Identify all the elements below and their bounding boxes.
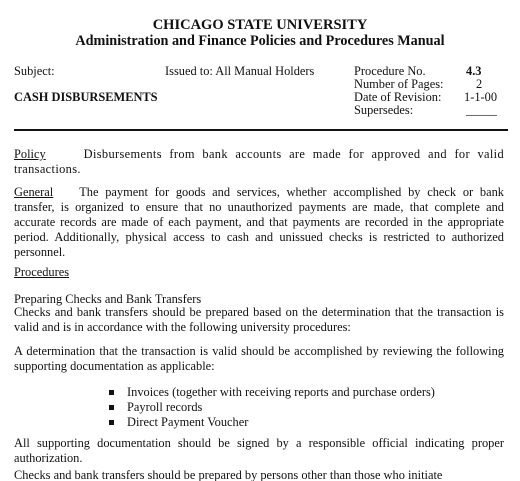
general-text: The payment for goods and services, whether accomplished by check or bank transfer, is organized to ensure that no unauthorized payments are made, that complete and accurate records are made of each payment, and that payments are recorded in the appropriate period. Additionally, physical access to cash and unissued checks is restricted to authorized personnel. — [14, 185, 504, 259]
manual-title: Administration and Finance Policies and Procedures Manual — [75, 33, 445, 49]
list-item-text: Direct Payment Voucher — [127, 415, 249, 429]
policy-heading: Policy — [14, 147, 46, 161]
procedures-heading-block — [14, 265, 504, 280]
header-divider — [14, 129, 508, 131]
bullet-icon — [109, 390, 114, 395]
procedures-paragraph-3: All supporting documentation should be signed by a responsible official indicating proper authorization. — [14, 436, 504, 465]
procedure-no-value: 4.3 — [466, 64, 482, 78]
truncated-paragraph — [14, 470, 494, 481]
bullet-icon — [109, 405, 114, 410]
issued-to: Issued to: All Manual Holders — [165, 64, 315, 78]
preparing-subheading: Preparing Checks and Bank Transfers — [14, 292, 202, 306]
revision-value: 1-1-00 — [464, 90, 498, 104]
revision-label: Date of Revision: — [354, 90, 442, 104]
subject-label: Subject: — [14, 64, 55, 78]
general-section — [14, 185, 504, 260]
policy-section — [14, 147, 504, 177]
pages-label: Number of Pages: — [354, 77, 444, 91]
procedures-heading: Procedures — [14, 265, 70, 279]
list-item-text: Payroll records — [127, 400, 203, 414]
supersedes-label: Supersedes: — [354, 103, 414, 117]
procedures-paragraph-1: Checks and bank transfers should be prepared based on the determination that the transaction is valid and is in accordance with the following university procedures: — [14, 305, 504, 334]
university-title: CHICAGO STATE UNIVERSITY — [152, 17, 368, 33]
bullet-icon — [109, 420, 114, 425]
subject-value: CASH DISBURSEMENTS — [14, 90, 158, 104]
policy-text: Disbursements from bank accounts are made for approved and for valid transactions. — [14, 147, 504, 176]
list-item-text: Invoices (together with receiving reports and purchase orders) — [127, 385, 435, 399]
supersedes-value: _____ — [466, 103, 497, 117]
truncated-paragraph-text: Checks and bank transfers should be prepared by persons other than those who initiate — [14, 470, 443, 481]
procedures-paragraph-2: A determination that the transaction is valid should be accomplished by reviewing the following supporting documentation as applicable: — [14, 344, 504, 373]
pages-value: 2 — [476, 77, 483, 91]
procedure-no-label: Procedure No. — [354, 64, 426, 78]
general-heading: General — [14, 185, 54, 199]
